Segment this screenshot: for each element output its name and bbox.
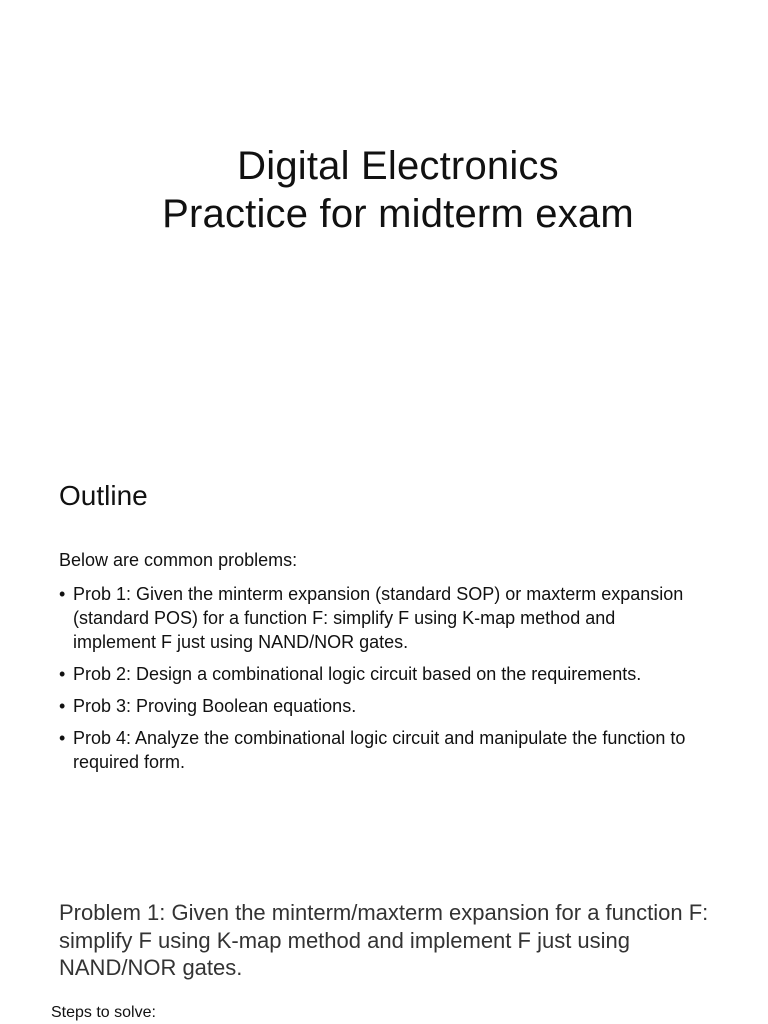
outline-intro: Below are common problems:	[59, 550, 298, 570]
list-item	[59, 694, 699, 718]
bullet-icon: •	[59, 696, 66, 716]
slide-title	[0, 142, 768, 238]
list-item	[59, 662, 699, 686]
bullet-icon: •	[59, 728, 66, 748]
title-line-2: Practice for midterm exam	[162, 192, 634, 236]
bullet-icon: •	[59, 584, 66, 604]
problem-1-heading: Problem 1: Given the minterm/maxterm expansion for a function F: simplify F using K-map method and implement F just using NAND/NOR gates.	[59, 900, 709, 980]
list-item-text: Prob 4: Analyze the combinational logic circuit and manipulate the function to required form.	[73, 728, 686, 772]
bullet-icon: •	[59, 664, 66, 684]
list-item-text: Prob 3: Proving Boolean equations.	[73, 696, 357, 716]
title-line-1: Digital Electronics	[237, 144, 559, 188]
list-item	[59, 582, 699, 654]
list-item	[59, 726, 699, 774]
problem-list	[59, 582, 699, 782]
outline-heading: Outline	[59, 480, 148, 511]
list-item-text: Prob 1: Given the minterm expansion (standard SOP) or maxterm expansion (standard POS) for a function F: simplify F using K-map method and implement F just using NAND/NOR gates.	[73, 584, 684, 652]
list-item-text: Prob 2: Design a combinational logic circuit based on the requirements.	[73, 664, 642, 684]
steps-label: Steps to solve:	[51, 1004, 156, 1021]
